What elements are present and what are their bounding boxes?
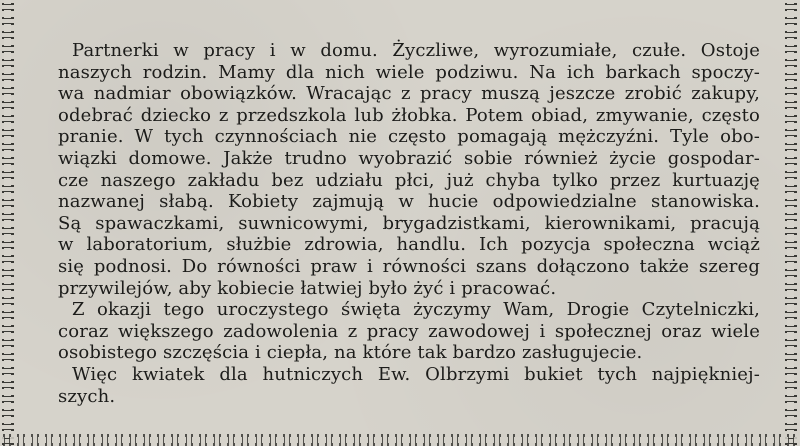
article-body (58, 40, 760, 407)
article-line: Partnerki w pracy i w domu. Życzliwe, wyrozumiałe, czułe. Ostoje (72, 40, 760, 61)
article-line: osobistego szczęścia i ciepła, na które tak bardzo zasługujecie. (58, 342, 643, 364)
article-line: naszych rodzin. Mamy dla nich wiele podziwu. Na ich barkach spoczy- (58, 61, 760, 83)
article-line: wa nadmiar obowiązków. Wracając z pracy muszą jeszcze zrobić zakupy, (58, 83, 760, 105)
decorative-chain-border-right (785, 0, 797, 446)
article-line: szych. (58, 385, 116, 407)
article-line: Są spawaczkami, suwnicowymi, brygadzistkami, kierownikami, pracują (58, 212, 760, 234)
article-line: Więc kwiatek dla hutniczych Ew. Olbrzymi bukiet tych najpiękniej- (72, 363, 760, 385)
article-line: pranie. W tych czynnościach nie często pomagają mężczyźni. Tyle obo- (58, 126, 760, 148)
article-line: w laboratorium, służbie zdrowia, handlu. Ich pozycja społeczna wciąż (58, 234, 760, 256)
decorative-chain-border-left (2, 0, 14, 446)
article-line: nazwanej słabą. Kobiety zajmują w hucie odpowiedzialne stanowiska. (58, 191, 760, 213)
article-line: przywilejów, aby kobiecie łatwiej było żyć i pracować. (58, 277, 557, 299)
article-line: coraz większego zadowolenia z pracy zawodowej i społecznej oraz wiele (58, 320, 760, 342)
article-line: się podnosi. Do równości praw i równości szans dołączono także szereg (58, 255, 760, 277)
article-line: wiązki domowe. Jakże trudno wyobrazić sobie również życie gospodar- (58, 147, 760, 169)
article-line: Z okazji tego uroczystego święta życzymy Wam, Drogie Czytelniczki, (72, 299, 760, 321)
decorative-chain-border-bottom (0, 434, 800, 446)
article-line: odebrać dziecko z przedszkola lub żłobka. Potem obiad, zmywanie, często (58, 104, 760, 126)
article-line: cze naszego zakładu bez udziału płci, już chyba tylko przez kurtuazję (58, 169, 760, 191)
